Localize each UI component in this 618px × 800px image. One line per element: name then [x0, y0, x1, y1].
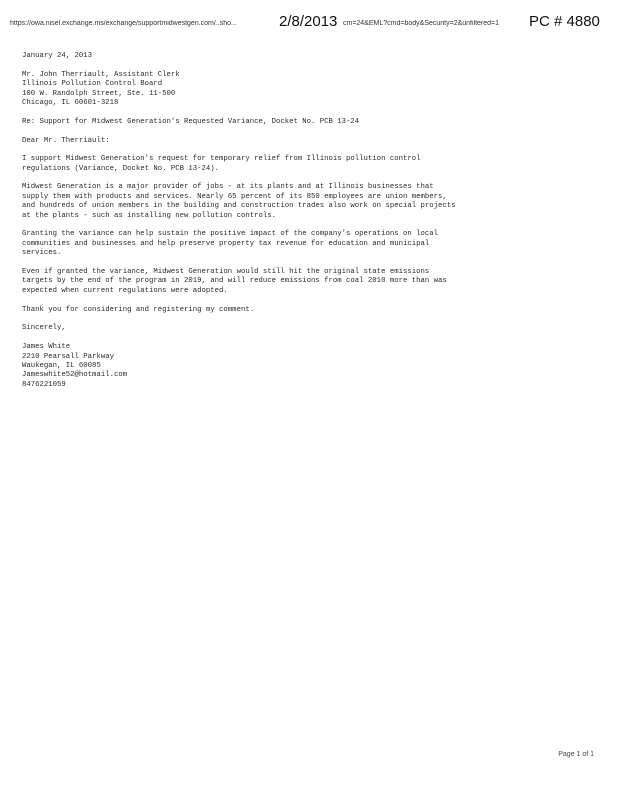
- paragraph-thanks: [22, 306, 597, 315]
- paragraph-line: and hundreds of union members in the building and construction trades also work on special projects: [22, 202, 456, 211]
- page-number: Page 1 of 1: [558, 751, 594, 758]
- paragraph-line: Granting the variance can help sustain the positive impact of the company's operations on local: [22, 230, 438, 239]
- paragraph-jobs: [22, 183, 597, 221]
- signature-name: James White: [22, 343, 71, 352]
- paragraph-line: at the plants - such as installing new pollution controls.: [22, 211, 276, 220]
- letter-body: [22, 52, 597, 390]
- paragraph-line: communities and businesses and help preserve property tax revenue for education and municipal: [22, 239, 430, 248]
- paragraph-support: [22, 155, 597, 174]
- signature-phone: 8476221059: [22, 380, 66, 389]
- signature-email: Jameswhite52@hotmail.com: [22, 371, 128, 380]
- signature-address: 2210 Pearsall Parkway: [22, 352, 114, 361]
- recipient-line: Mr. John Therriault, Assistant Clerk: [22, 70, 180, 79]
- header-url: https://owa.nisel.exchange.ms/exchange/supportmidwestgen.com/..sho...: [10, 20, 237, 27]
- header-url-tail: cm=24&EML?cmd=body&Security=2&unfiltered=1: [343, 20, 500, 27]
- paragraph-line: supply them with products and services. Nearly 65 percent of its 850 employees are union members,: [22, 192, 447, 201]
- paragraph-emissions: [22, 268, 597, 296]
- recipient-block: [22, 71, 597, 109]
- salutation: Dear Mr. Therriault:: [22, 136, 110, 145]
- paragraph-line: Thank you for considering and registering my comment.: [22, 305, 255, 314]
- paragraph-line: Even if granted the variance, Midwest Generation would still hit the original state emissions: [22, 267, 430, 276]
- closing: Sincerely,: [22, 324, 66, 333]
- header-date: 2/8/2013: [279, 13, 338, 30]
- subject-line: Re: Support for Midwest Generation's Requested Variance, Docket No. PCB 13-24: [22, 117, 360, 126]
- letter-date: January 24, 2013: [22, 52, 93, 60]
- paragraph-line: I support Midwest Generation's request for temporary relief from Illinois pollution control: [22, 155, 421, 164]
- paragraph-line: expected when current regulations were adopted.: [22, 286, 228, 295]
- recipient-line: 100 W. Randolph Street, Ste. 11-500: [22, 89, 176, 98]
- paragraph-line: regulations (Variance, Docket No. PCB 13-24).: [22, 164, 220, 173]
- signature-city: Waukegan, IL 60085: [22, 361, 101, 370]
- paragraph-line: services.: [22, 249, 62, 258]
- pc-number: PC # 4880: [529, 13, 600, 30]
- paragraph-line: Midwest Generation is a major provider of jobs - at its plants and at Illinois businesses that: [22, 183, 434, 192]
- recipient-line: Chicago, IL 60601-3218: [22, 98, 119, 107]
- paragraph-communities: [22, 230, 597, 258]
- signature-block: [22, 343, 597, 390]
- recipient-line: Illinois Pollution Control Board: [22, 80, 163, 89]
- paragraph-line: targets by the end of the program in 2019, and will reduce emissions from coal 2010 more than was: [22, 277, 447, 286]
